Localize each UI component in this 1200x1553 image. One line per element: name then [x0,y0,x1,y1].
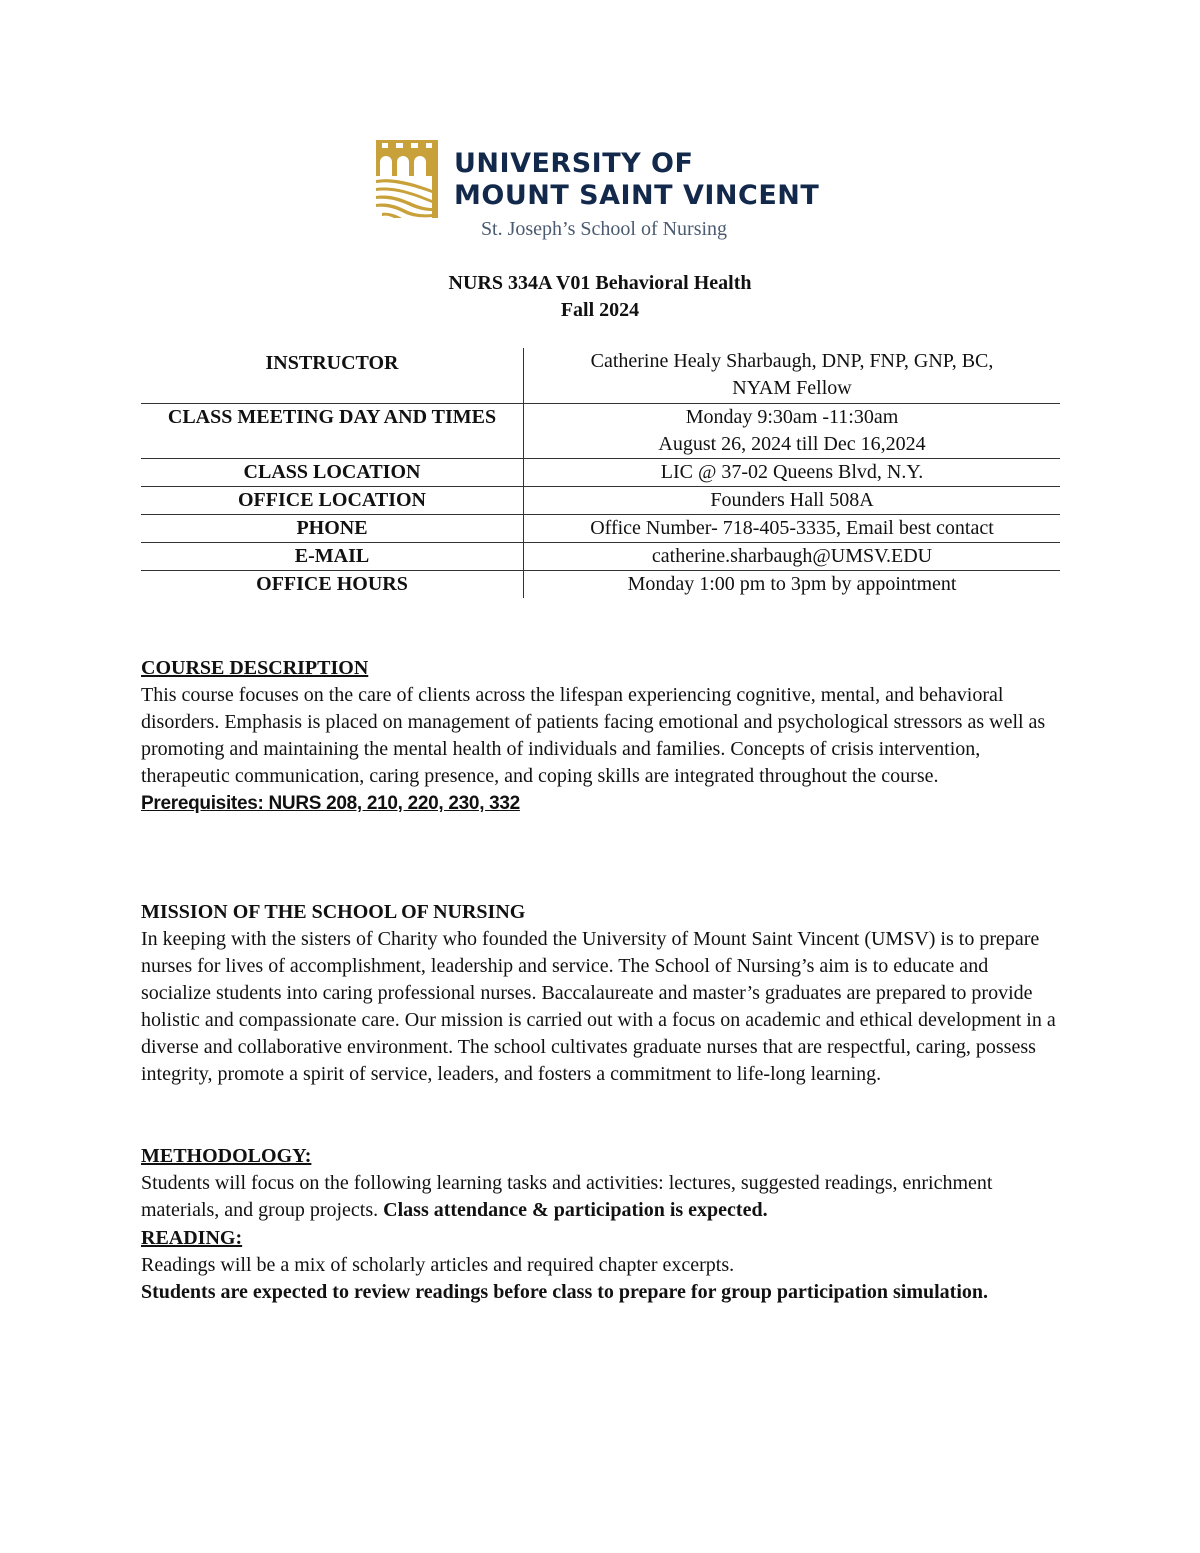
table-row-class-location [141,458,1060,486]
table-row-instructor [141,348,1060,403]
methodology-emphasis: Class attendance & participation is expected. [383,1199,768,1221]
castle-hills-logo-icon [376,140,438,220]
row-value [524,403,1061,458]
methodology-body: Students will focus on the following learning tasks and activities: lectures, suggested readings, enrichment materials, and group projects. [141,1172,993,1221]
logo-wordmark [454,148,819,212]
instructor-affiliation: NYAM Fellow [732,377,852,399]
table-row-office-location [141,486,1060,514]
row-value: LIC @ 37-02 Queens Blvd, N.Y. [660,460,924,483]
row-label: CLASS MEETING DAY AND TIMES [141,403,524,458]
course-term: Fall 2024 [560,299,640,321]
course-title: NURS 334A V01 Behavioral Health [448,272,752,294]
row-value[interactable]: catherine.sharbaugh@UMSV.EDU [651,544,933,567]
methodology-section [141,1143,1061,1224]
course-info-table [141,348,1060,598]
table-row-meeting-times [141,403,1060,458]
table-row-phone [141,514,1060,542]
reading-text: Readings will be a mix of scholarly articles and required chapter excerpts. [141,1254,735,1276]
row-value [524,348,1061,403]
row-value: Monday 1:00 pm to 3pm by appointment [627,572,957,595]
course-title-block [0,270,1200,324]
methodology-text [141,1170,1061,1224]
table-row-email [141,542,1060,570]
reading-section [141,1225,1061,1306]
instructor-name: Catherine Healy Sharbaugh, DNP, FNP, GNP, BC, [590,350,994,372]
row-label: PHONE [141,514,524,542]
course-description-section [141,655,1061,817]
prerequisites: Prerequisites: NURS 208, 210, 220, 230, 332 [141,793,520,814]
section-heading: COURSE DESCRIPTION [141,657,369,679]
mission-text: In keeping with the sisters of Charity who founded the University of Mount Saint Vincent (UMSV) is to prepare nurses for lives of accomplishment, leadership and service. The School of Nursing’s aim is to educate and socialize students into caring professional nurses. Baccalaureate and master’s graduates are prepared to provide holistic and compassionate care. Our mission is carried out with a focus on academic and ethical development in a diverse and collaborative environment. The school cultivates graduate nurses that are respectful, caring, possess integrity, promote a spirit of service, leaders, and fosters a commitment to life-long learning. [141,928,1056,1085]
row-value: Office Number- 718-405-3335, Email best contact [590,516,994,539]
section-heading: METHODOLOGY: [141,1145,312,1167]
university-logo [376,140,826,220]
row-value: Founders Hall 508A [710,488,874,511]
row-label: OFFICE HOURS [141,570,524,598]
course-description-text: This course focuses on the care of clients across the lifespan experiencing cognitive, mental, and behavioral disorders. Emphasis is placed on management of patients facing emotional and psychological stressors as well as promoting and maintaining the mental health of individuals and families. Concepts of crisis intervention, therapeutic communication, caring presence, and coping skills are integrated throughout the course. [141,684,1046,787]
reading-emphasis: Students are expected to review readings before class to prepare for group participation simulation. [141,1281,989,1303]
table-row-office-hours [141,570,1060,598]
row-label: OFFICE LOCATION [141,486,524,514]
row-label: CLASS LOCATION [141,458,524,486]
section-heading: READING: [141,1227,243,1249]
row-label: E-MAIL [141,542,524,570]
logo-line-2: MOUNT SAINT VINCENT [454,180,820,211]
section-heading: MISSION OF THE SCHOOL OF NURSING [141,901,526,923]
row-label: INSTRUCTOR [141,348,524,403]
logo-line-1: UNIVERSITY OF [454,148,694,179]
meeting-time: Monday 9:30am -11:30am [685,405,899,428]
mission-section [141,899,1061,1088]
school-name: St. Joseph’s School of Nursing [480,218,728,240]
meeting-dates: August 26, 2024 till Dec 16,2024 [658,432,926,455]
